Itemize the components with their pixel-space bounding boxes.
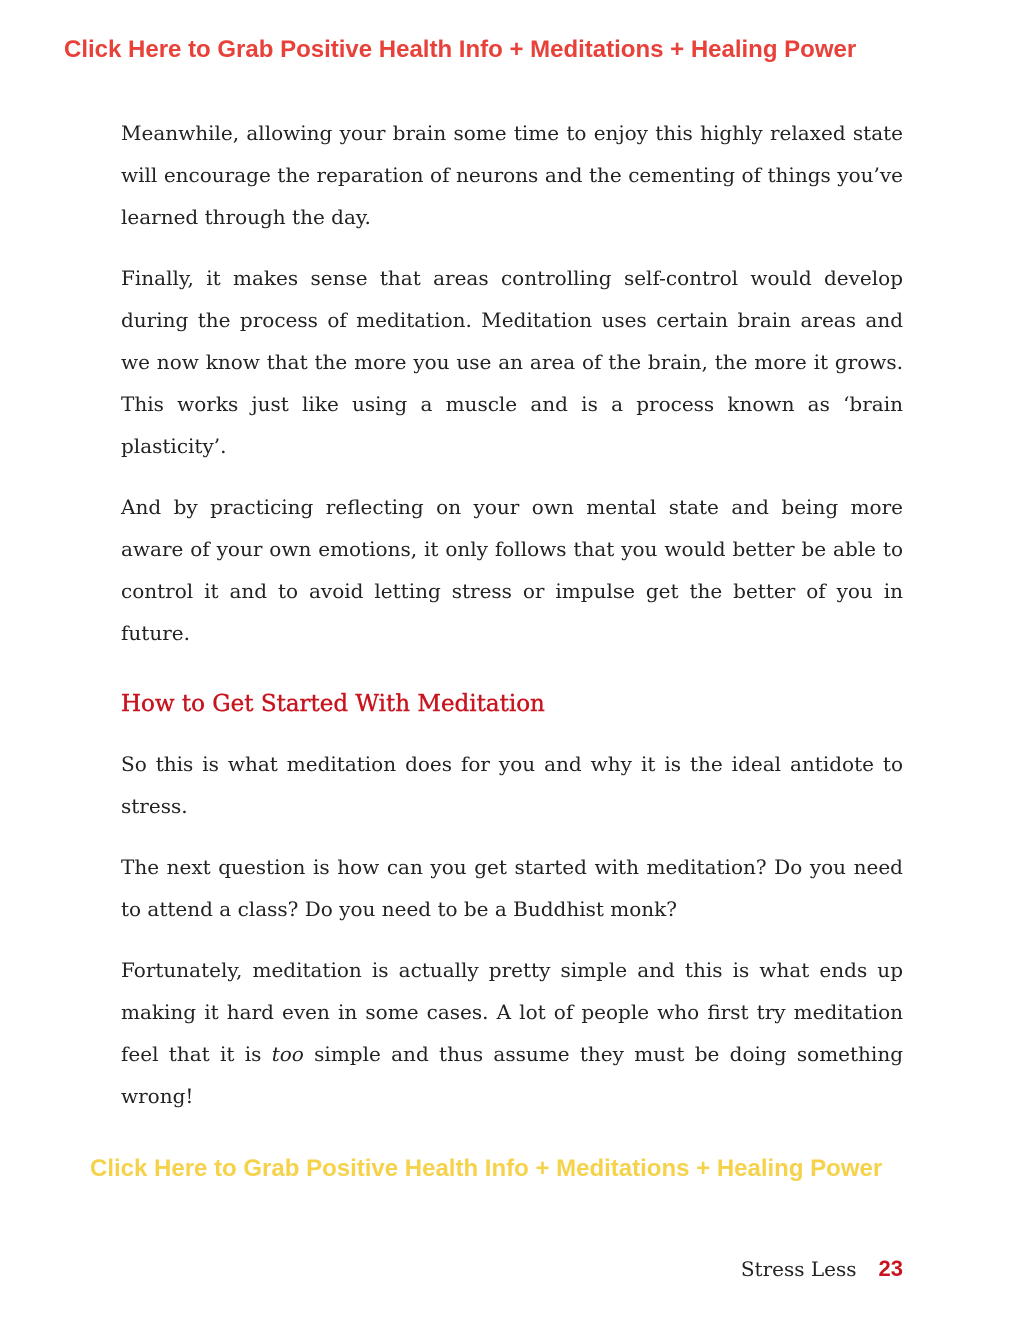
page-footer	[741, 1256, 903, 1282]
top-promo-link[interactable]: Click Here to Grab Positive Health Info + Meditations + Healing Power	[64, 36, 857, 63]
footer-book-title: Stress Less	[740, 1257, 857, 1281]
article-body	[121, 112, 903, 1136]
paragraph-simple-end: simple and thus assume they must be doing something wrong!	[121, 1042, 904, 1108]
paragraph-simple-start: Fortunately, meditation is actually pretty simple and this is what ends up making it hard even in some cases. A lot of people who first try meditation feel that it is	[121, 958, 903, 1066]
bottom-promo-link[interactable]: Click Here to Grab Positive Health Info + Meditations + Healing Power	[90, 1155, 883, 1182]
paragraph-questions: The next question is how can you get started with meditation? Do you need to attend a class? Do you need to be a Buddhist monk?	[121, 855, 903, 921]
paragraph-simple	[121, 949, 903, 1117]
section-heading: How to Get Started With Meditation	[121, 691, 545, 717]
page-number: 23	[878, 1256, 903, 1281]
paragraph-self-control: And by practicing reflecting on your own mental state and being more aware of your own emotions, it only follows that you would better be able to control it and to avoid letting stress or impulse get the better of you in future.	[121, 495, 903, 645]
paragraph-brain-plasticity: Finally, it makes sense that areas controlling self-control would develop during the process of meditation. Meditation uses certain brain areas and we now know that the more you use an area of the brain, the more it grows. This works just like using a muscle and is a process known as ‘brain plasticity’.	[121, 266, 903, 458]
emphasis-too: too	[271, 1042, 304, 1066]
paragraph-antidote: So this is what meditation does for you and why it is the ideal antidote to stress.	[121, 752, 903, 818]
paragraph-neurons: Meanwhile, allowing your brain some time to enjoy this highly relaxed state will encourage the reparation of neurons and the cementing of things you’ve learned through the day.	[121, 121, 903, 229]
